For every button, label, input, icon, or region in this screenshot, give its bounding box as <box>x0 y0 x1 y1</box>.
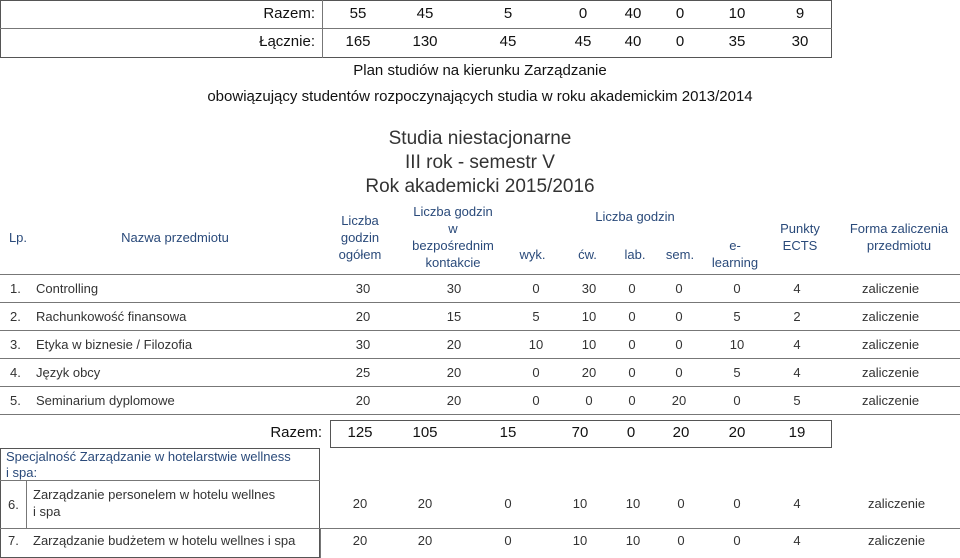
top-value-cell: 40 <box>624 5 642 22</box>
table-cell: 30 <box>355 337 371 352</box>
razem2-value: 70 <box>571 424 589 441</box>
header-liczba-godzin-bezposrednim: Liczba godzin w bezpośrednim kontakcie <box>412 204 494 270</box>
top-value-cell: 35 <box>728 33 746 50</box>
semestr-title: III rok - semestr V <box>405 152 555 173</box>
table-row-lp: 3. <box>10 337 21 352</box>
razem2-value: 20 <box>672 424 690 441</box>
table-cell: 5 <box>793 393 801 408</box>
table-row-lp: 1. <box>10 281 21 296</box>
row-line <box>0 302 960 303</box>
table-cell: 10 <box>581 337 597 352</box>
table-cell: 30 <box>355 281 371 296</box>
table-cell: 0 <box>675 365 683 380</box>
header-lp: Lp. <box>8 230 28 245</box>
top-value-cell: 5 <box>503 5 513 22</box>
top-value-cell: 130 <box>412 33 438 50</box>
spec-row-lp: 7. <box>8 533 19 548</box>
table-cell: 0 <box>733 393 741 408</box>
top-value-cell: 0 <box>675 33 685 50</box>
row-line <box>0 330 960 331</box>
table-cell: 0 <box>532 365 540 380</box>
table-cell: 10 <box>729 337 745 352</box>
header-lab: lab. <box>624 247 646 262</box>
table-cell: 15 <box>446 309 462 324</box>
header-elearning: e- learning <box>711 238 759 270</box>
rok-title: Rok akademicki 2015/2016 <box>365 176 595 197</box>
top-value-cell: 10 <box>728 5 746 22</box>
top-value-cell: 40 <box>624 33 642 50</box>
table-row-name: Controlling <box>36 281 99 296</box>
top-value-cell: 9 <box>795 5 805 22</box>
top-value-cell: 30 <box>791 33 809 50</box>
lacznie-label: Łącznie: <box>259 33 315 50</box>
table-row-forma: zaliczenie <box>862 281 920 296</box>
obowiazujacy-title: obowiązujący studentów rozpoczynających studia w roku akademickim 2013/2014 <box>207 88 753 105</box>
spec-cell: 4 <box>793 496 801 511</box>
razem2-value: 19 <box>788 424 806 441</box>
top-value-cell: 165 <box>345 33 371 50</box>
table-row-lp: 2. <box>10 309 21 324</box>
table-cell: 5 <box>733 309 741 324</box>
razem2-value: 0 <box>626 424 636 441</box>
table-cell: 0 <box>532 393 540 408</box>
table-cell: 2 <box>793 309 801 324</box>
table-row-lp: 4. <box>10 365 21 380</box>
header-punkty: Punkty ECTS <box>780 221 820 253</box>
table-cell: 4 <box>793 337 801 352</box>
spec-row-lp: 6. <box>8 497 19 512</box>
razem2-value: 105 <box>412 424 438 441</box>
spec-cell: 0 <box>677 496 685 511</box>
row-line <box>0 414 960 415</box>
spec-row-forma: zaliczenie <box>868 533 926 548</box>
table-cell: 20 <box>581 365 597 380</box>
table-row-name: Etyka w biznesie / Filozofia <box>36 337 193 352</box>
top-value-cell: 45 <box>416 5 434 22</box>
table-cell: 0 <box>628 393 636 408</box>
table-cell: 0 <box>675 337 683 352</box>
spec-cell: 10 <box>625 496 641 511</box>
table-cell: 0 <box>733 281 741 296</box>
row-line <box>0 274 960 275</box>
table-cell: 30 <box>581 281 597 296</box>
spec-cell: 20 <box>352 533 368 548</box>
plan-title: Plan studiów na kierunku Zarządzanie <box>353 62 607 79</box>
spec-row-forma: zaliczenie <box>868 496 926 511</box>
spec-cell: 0 <box>504 496 512 511</box>
spec-cell: 0 <box>733 533 741 548</box>
table-cell: 10 <box>581 309 597 324</box>
table-cell: 20 <box>446 393 462 408</box>
spec-cell: 4 <box>793 533 801 548</box>
table-cell: 0 <box>628 365 636 380</box>
table-cell: 0 <box>532 281 540 296</box>
top-value-cell: 45 <box>499 33 517 50</box>
table-cell: 5 <box>532 309 540 324</box>
table-cell: 20 <box>446 337 462 352</box>
header-liczba-godzin: Liczba godzin <box>595 209 675 224</box>
top-value-cell: 45 <box>574 33 592 50</box>
table-row-forma: zaliczenie <box>862 337 920 352</box>
table-row-name: Rachunkowość finansowa <box>36 309 187 324</box>
table-cell: 10 <box>528 337 544 352</box>
spec-row-name: Zarządzanie budżetem w hotelu wellnes i spa <box>33 533 296 548</box>
table-cell: 20 <box>355 309 371 324</box>
table-cell: 20 <box>355 393 371 408</box>
spec-cell: 0 <box>504 533 512 548</box>
table-cell: 25 <box>355 365 371 380</box>
table-cell: 20 <box>671 393 687 408</box>
header-forma: Forma zaliczenia przedmiotu <box>849 221 949 253</box>
spec-row-name-line: Zarządzanie personelem w hotelu wellnes <box>33 487 276 502</box>
spec-cell: 10 <box>572 496 588 511</box>
table-cell: 4 <box>793 365 801 380</box>
spec-cell: 20 <box>417 533 433 548</box>
table-cell: 0 <box>675 281 683 296</box>
table-row-forma: zaliczenie <box>862 309 920 324</box>
table-row-forma: zaliczenie <box>862 365 920 380</box>
spec-cell: 0 <box>677 533 685 548</box>
table-row-lp: 5. <box>10 393 21 408</box>
table-cell: 0 <box>675 309 683 324</box>
razem-label-top: Razem: <box>263 5 315 22</box>
header-cw: ćw. <box>578 247 597 262</box>
table-row-name: Język obcy <box>36 365 101 380</box>
table-cell: 0 <box>628 337 636 352</box>
table-cell: 20 <box>446 365 462 380</box>
row-line <box>0 358 960 359</box>
spec-row-name-line: i spa <box>33 504 61 519</box>
razem2-value: 20 <box>728 424 746 441</box>
top-value-cell: 0 <box>675 5 685 22</box>
razem2-value: 125 <box>347 424 373 441</box>
spec-cell: 20 <box>417 496 433 511</box>
spec-cell: 10 <box>572 533 588 548</box>
header-liczba-godzin-ogolem: Liczba godzin ogółem <box>338 213 382 262</box>
razem-label-2: Razem: <box>270 424 322 441</box>
table-row-forma: zaliczenie <box>862 393 920 408</box>
table-cell: 0 <box>628 281 636 296</box>
header-nazwa: Nazwa przedmiotu <box>121 230 229 245</box>
spec-cell: 20 <box>352 496 368 511</box>
table-cell: 0 <box>585 393 593 408</box>
razem2-value: 15 <box>499 424 517 441</box>
table-cell: 0 <box>628 309 636 324</box>
header-sem: sem. <box>665 247 695 262</box>
table-cell: 30 <box>446 281 462 296</box>
top-value-cell: 0 <box>578 5 588 22</box>
spec-cell: 10 <box>625 533 641 548</box>
table-cell: 5 <box>733 365 741 380</box>
top-value-cell: 55 <box>349 5 367 22</box>
row-line <box>0 386 960 387</box>
table-cell: 4 <box>793 281 801 296</box>
spec-cell: 0 <box>733 496 741 511</box>
specjalnosc-heading: Specjalność Zarządzanie w hotelarstwie wellness i spa: <box>6 449 291 480</box>
spec-row-name <box>33 486 275 520</box>
table-row-name: Seminarium dyplomowe <box>36 393 175 408</box>
studia-title: Studia niestacjonarne <box>388 128 572 149</box>
header-wyk: wyk. <box>519 247 546 262</box>
